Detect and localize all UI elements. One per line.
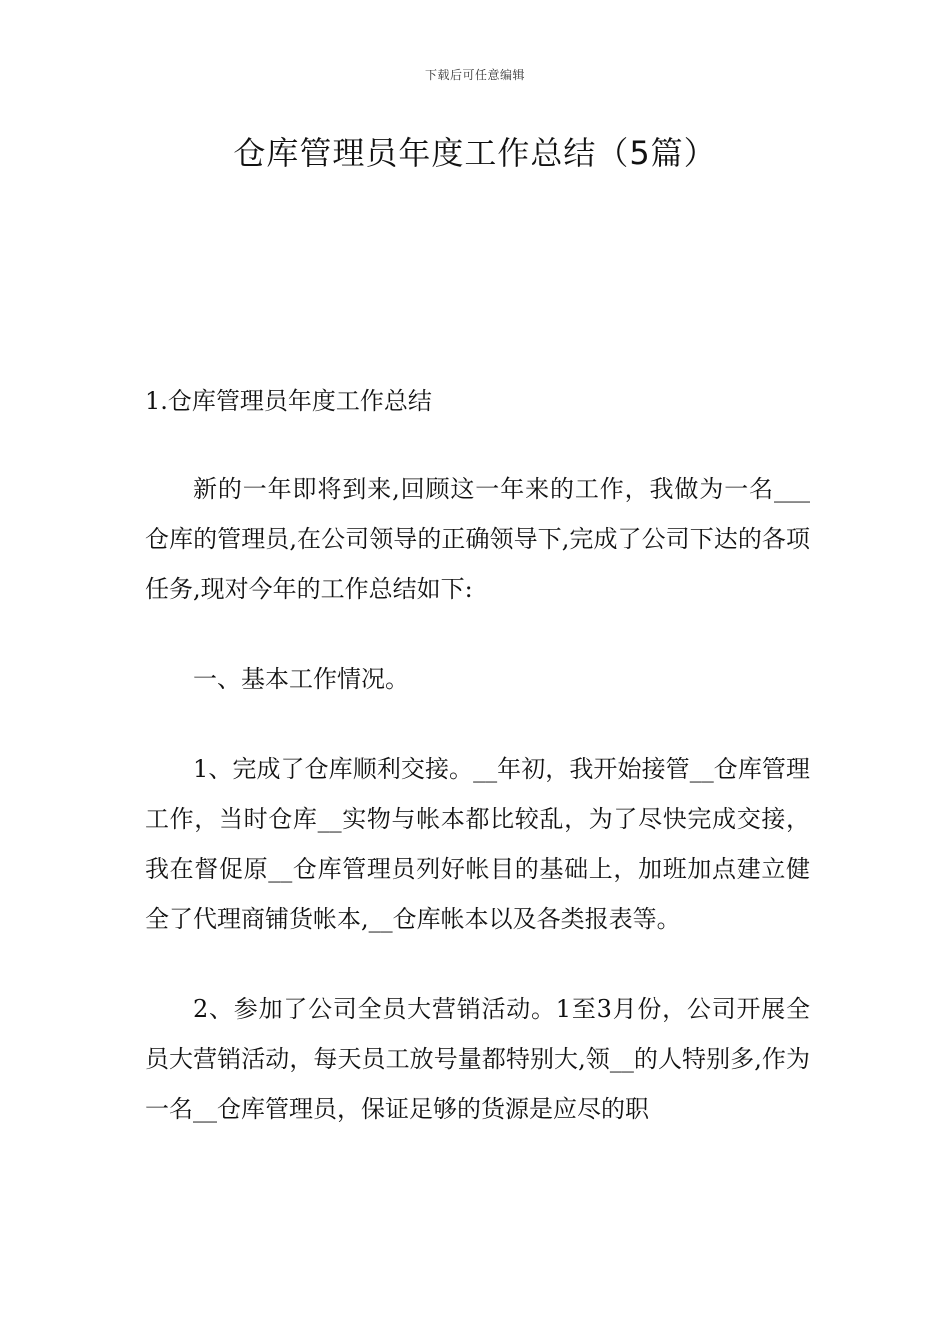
paragraph-intro: 新的一年即将到来,回顾这一年来的工作，我做为一名___仓库的管理员,在公司领导的正确领导下,完成了公司下达的各项任务,现对今年的工作总结如下: — [145, 475, 810, 603]
paragraph-item-1: 1、完成了仓库顺利交接。__年初，我开始接管__仓库管理工作，当时仓库__实物与帐本都比较乱，为了尽快完成交接，我在督促原__仓库管理员列好帐目的基础上，加班加点建立健全了代理商铺货帐本,__仓库帐本以及各类报表等。 — [145, 755, 810, 933]
header-note: 下载后可任意编辑 — [424, 68, 525, 82]
document-title: 仓库管理员年度工作总结（5篇） — [233, 134, 717, 172]
document-body — [145, 376, 810, 1174]
section-heading: 1.仓库管理员年度工作总结 — [145, 387, 432, 415]
paragraph-subheading-basic-work: 一、基本工作情况。 — [193, 665, 409, 693]
paragraph-item-2: 2、参加了公司全员大营销活动。1至3月份，公司开展全员大营销活动，每天员工放号量都特别大,领__的人特别多,作为一名__仓库管理员，保证足够的货源是应尽的职 — [145, 995, 810, 1123]
